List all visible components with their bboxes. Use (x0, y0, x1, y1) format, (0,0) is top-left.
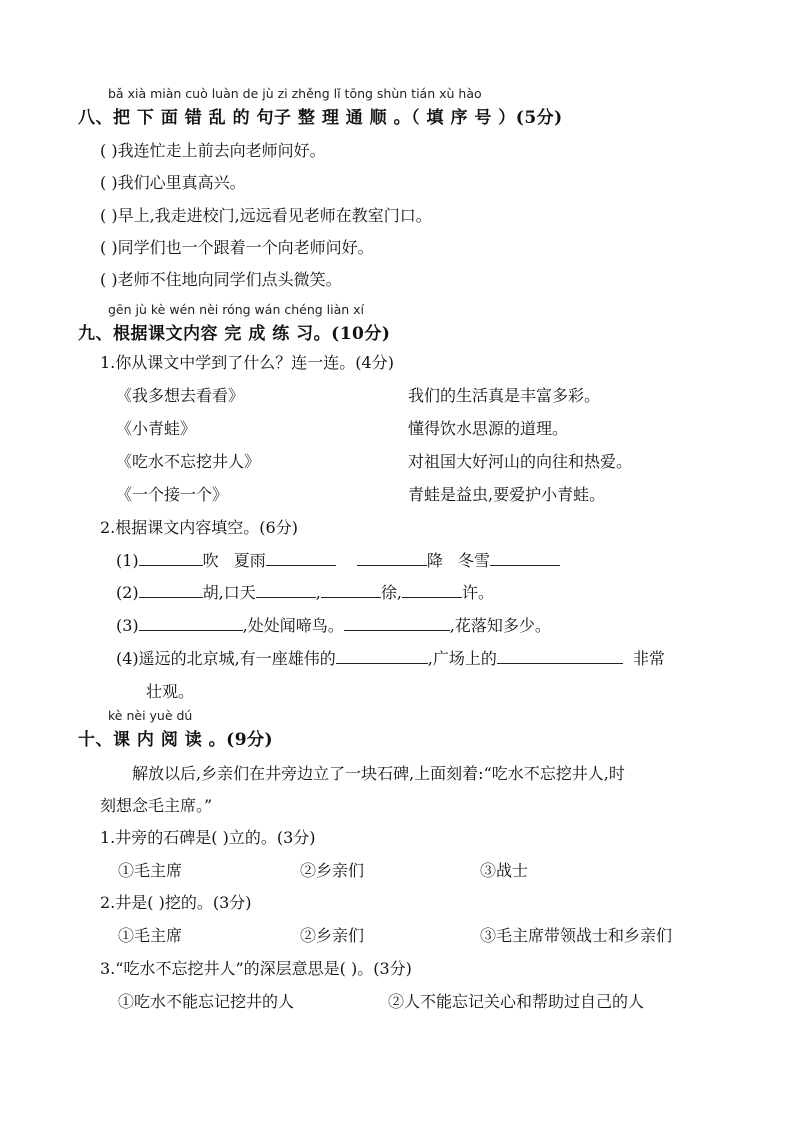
s10-passage-line2: 刻想念毛主席。” (100, 796, 213, 815)
s10-pinyin: kè nèi yuè dú (108, 708, 193, 723)
s10-q3-opt2: ②人不能忘记关心和帮助过自己的人 (388, 992, 645, 1011)
s9-title: 九、根据课文内容 完 成 练 习。(10分) (78, 324, 391, 344)
s8-pinyin: bǎ xià miàn cuò luàn de jù zi zhěng lǐ tōng shùn tián xù hào (108, 86, 482, 101)
s9-right-2: 懂得饮水思源的道理。 (408, 419, 569, 438)
s9-q1: 1.你从课文中学到了什么？连一连。(4分) (100, 353, 394, 372)
s9-left-3: 《吃水不忘挖井人》 (116, 452, 261, 471)
s9-right-1: 我们的生活真是丰富多彩。 (408, 386, 601, 405)
s9-right-3: 对祖国大好河山的向往和热爱。 (408, 452, 633, 471)
s8-item-3: ( )早上,我走进校门,远远看见老师在教室门口。 (100, 206, 432, 225)
s9-left-1: 《我多想去看看》 (116, 386, 245, 405)
s9-fill-4-cont: 壮观。 (146, 682, 195, 701)
s9-left-4: 《一个接一个》 (116, 485, 229, 504)
s9-q2: 2.根据课文内容填空。(6分) (100, 518, 298, 537)
s9-pinyin: gēn jù kè wén nèi róng wán chéng liàn xí (108, 302, 365, 317)
s9-left-2: 《小青蛙》 (116, 419, 197, 438)
s10-q3: 3.“吃水不忘挖井人”的深层意思是( )。(3分) (100, 959, 412, 978)
s9-fill-3: (3) ,处处闻啼鸟。 ,花落知多少。 (116, 616, 551, 635)
s10-q1-opt2: ②乡亲们 (300, 861, 365, 880)
s9-fill-1: (1) 吹 夏雨 降 冬雪 (116, 548, 560, 571)
s10-q3-opt1: ①吃水不能忘记挖井的人 (118, 992, 295, 1011)
s8-item-2: ( )我们心里真高兴。 (100, 173, 246, 192)
s10-title: 十、课 内 阅 读 。(9分) (78, 730, 274, 750)
s9-fill-2: (2) 胡,口天 , 徐, 许。 (116, 583, 494, 602)
s8-item-5: ( )老师不住地向同学们点头微笑。 (100, 270, 342, 289)
s8-title: 八、把 下 面 错 乱 的 句子 整 理 通 顺 。（ 填 序 号 ）(5分) (78, 108, 563, 128)
s10-q2-opt3: ③毛主席带领战士和乡亲们 (480, 926, 673, 945)
s10-q1: 1.井旁的石碑是( )立的。(3分) (100, 828, 316, 847)
s10-q2-opt2: ②乡亲们 (300, 926, 365, 945)
s10-q1-opt1: ①毛主席 (118, 861, 183, 880)
s10-q2: 2.井是( )挖的。(3分) (100, 893, 252, 912)
s9-fill-4: (4)遥远的北京城,有一座雄伟的 ,广场上的 非常 (116, 649, 665, 668)
s10-passage-line1: 解放以后,乡亲们在井旁边立了一块石碑,上面刻着:“吃水不忘挖井人,时 (132, 764, 625, 783)
s10-q2-opt1: ①毛主席 (118, 926, 183, 945)
s10-q1-opt3: ③战士 (480, 861, 529, 880)
s9-right-4: 青蛙是益虫,要爱护小青蛙。 (408, 485, 606, 504)
s8-item-1: ( )我连忙走上前去向老师问好。 (100, 141, 326, 160)
s8-item-4: ( )同学们也一个跟着一个向老师问好。 (100, 238, 374, 257)
